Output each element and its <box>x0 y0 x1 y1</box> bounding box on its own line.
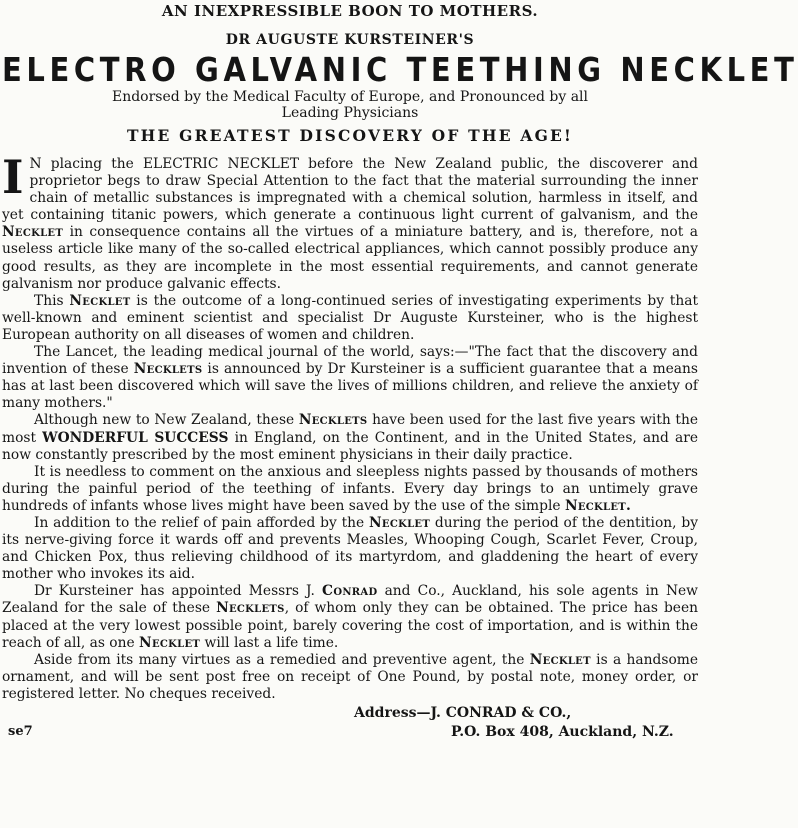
paragraph-4: Although new to New Zealand, these Necklets have been used for the last five years with the most WONDERFUL SUCCESS in England, on the Continent, and in the United States, and are now constantly prescribed by the most eminent physicians in their daily practice. <box>2 412 699 463</box>
paragraph-7: Dr Kursteiner has appointed Messrs J. Conrad and Co., Auckland, his sole agents in New Zealand for the sale of these Necklets, of whom only they can be obtained. The price has been placed at the very lowest possible point, barely covering the cost of importation, and is within the reach of all, as one Necklet will last a life time. <box>2 583 699 651</box>
drop-cap: I <box>2 150 24 204</box>
endorsement-line-2: Leading Physicians <box>281 105 419 121</box>
address-line-2: P.O. Box 408, Auckland, N.Z. <box>451 724 674 740</box>
paragraph-3: The Lancet, the leading medical journal of the world, says:—"The fact that the discovery and invention of these Necklets is announced by Dr Kursteiner is a sufficient guarantee that a means has at last been discovered which will save the lives of millions children, and relieve the anxiety of many mothers." <box>2 344 699 412</box>
inventor-name: DR AUGUSTE KURSTEINER'S <box>225 32 475 48</box>
endorsement <box>2 89 698 121</box>
top-headline: AN INEXPRESSIBLE BOON TO MOTHERS. <box>161 2 539 20</box>
address-block <box>2 705 698 745</box>
address-line-1: Address—J. CONRAD & CO., <box>354 705 572 721</box>
paragraph-1: I N placing the ELECTRIC NECKLET before the New Zealand public, the discoverer and proprietor begs to draw Special Attention to the fact that the material surrounding the inner chain of metallic substances is impregnated with a chemical solution, harmless in itself, and yet containing titanic powers, which generate a continuous light current of galvanism, and the Necklet in consequence contains all the virtues of a miniature battery, and is, therefore, not a useless article like many of the so-called electrical appliances, which cannot possibly produce any good results, as they are incomplete in the most essential requirements, and cannot generate galvanism nor produce galvanic effects. <box>2 150 698 292</box>
product-title: ELECTRO GALVANIC TEETHING NECKLET <box>2 50 798 90</box>
paragraph-5: It is needless to comment on the anxious and sleepless nights passed by thousands of mothers during the painful period of the teething of infants. Every day brings to an untimely grave hundreds of infants whose lives might have been saved by the use of the simple Necklet. <box>2 463 698 514</box>
tagline: THE GREATEST DISCOVERY OF THE AGE! <box>126 126 574 145</box>
ad-body <box>2 150 699 703</box>
paragraph-8: Aside from its many virtues as a remedied and preventive agent, the Necklet is a handsome ornament, and will be sent post free on receipt of One Pound, by postal note, money order, or registered letter. No cheques received. <box>2 651 699 702</box>
paragraph-6: In addition to the relief of pain afforded by the Necklet during the period of the dentition, by its nerve-giving force it wards off and prevents Measles, Whooping Cough, Scarlet Fever, Croup, and Chicken Pox, thus relieving childhood of its martyrdom, and gladdening the heart of every mother who invokes its aid. <box>2 514 698 583</box>
ad-code: se7 <box>8 724 33 739</box>
endorsement-line-1: Endorsed by the Medical Faculty of Europe, and Pronounced by all <box>111 89 589 105</box>
advertisement-page <box>0 1 798 828</box>
paragraph-2: This Necklet is the outcome of a long-continued series of investigating experiments by that well-known and eminent scientist and specialist Dr Auguste Kursteiner, who is the highest European authority on all diseases of women and children. <box>2 292 699 343</box>
